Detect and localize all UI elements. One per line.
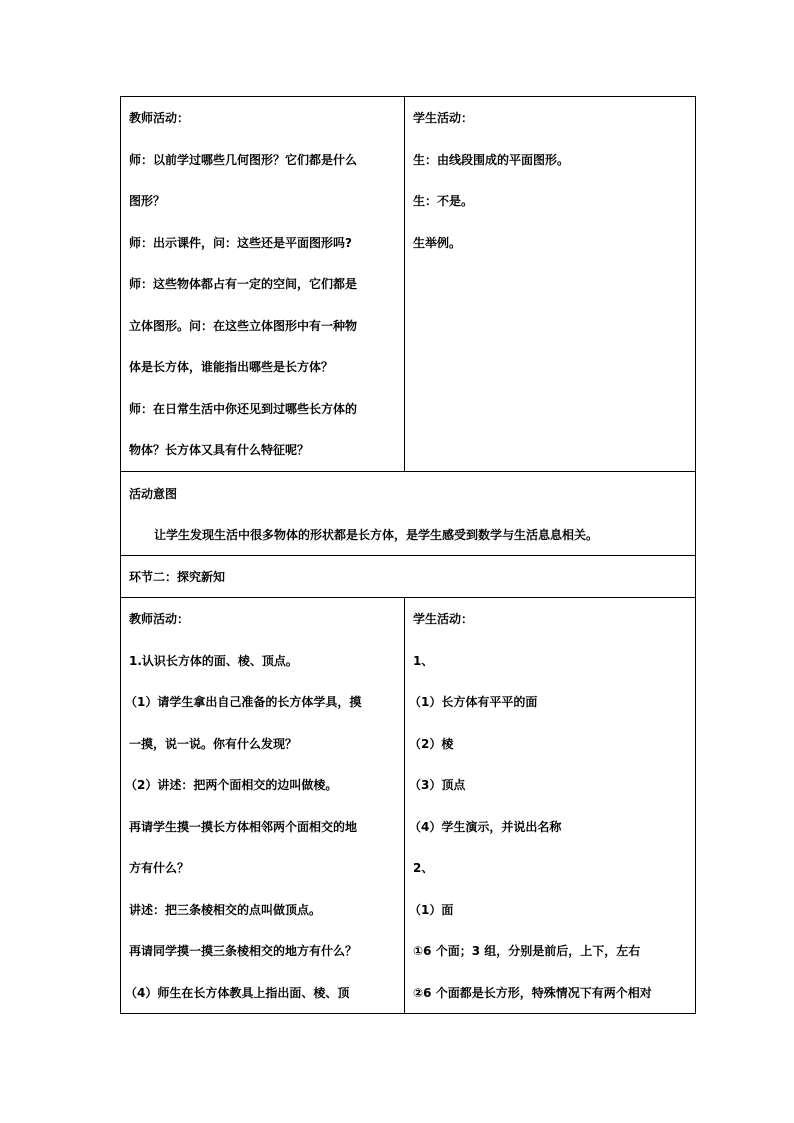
student-line: 生：不是。 bbox=[413, 194, 474, 208]
student-line: （3）顶点 bbox=[409, 778, 466, 792]
teacher-line: 物体？长方体又具有什么特征呢？ bbox=[129, 443, 310, 457]
teacher-line: 1.认识长方体的面、棱、顶点。 bbox=[129, 654, 298, 668]
student-activity-heading: 学生活动： bbox=[413, 111, 474, 125]
student-activity-heading: 学生活动： bbox=[413, 612, 474, 626]
table-border-right bbox=[695, 96, 696, 1014]
student-line: （1）长方体有平平的面 bbox=[409, 695, 538, 709]
teacher-line: 图形？ bbox=[129, 194, 166, 208]
teacher-line: 师：以前学过哪些几何图形？它们都是什么 bbox=[129, 153, 358, 167]
teacher-line: 师：这些物体都占有一定的空间，它们都是 bbox=[129, 277, 358, 291]
table-border-left bbox=[120, 96, 121, 1014]
teacher-line: 讲述：把三条棱相交的点叫做顶点。 bbox=[129, 903, 322, 917]
teacher-line: 一摸，说一说。你有什么发现？ bbox=[129, 737, 298, 751]
student-line: （2）棱 bbox=[409, 737, 454, 751]
student-line: 2、 bbox=[413, 861, 434, 875]
activity-intent-text: 让学生发现生活中很多物体的形状都是长方体，是学生感受到数学与生活息息相关。 bbox=[154, 528, 599, 542]
table-border-top bbox=[120, 96, 696, 97]
teacher-activity-heading: 教师活动： bbox=[129, 111, 190, 125]
column-divider-2 bbox=[404, 597, 405, 1014]
table-divider-1 bbox=[120, 471, 696, 472]
table-border-bottom bbox=[120, 1013, 696, 1014]
student-line: ①6 个面；3 组，分别是前后，上下，左右 bbox=[413, 944, 641, 958]
teacher-line: （1）请学生拿出自己准备的长方体学具，摸 bbox=[125, 695, 362, 709]
activity-intent-heading: 活动意图 bbox=[129, 487, 178, 501]
student-line: （1）面 bbox=[409, 903, 454, 917]
teacher-line: 师：出示课件，问：这些还是平面图形吗? bbox=[129, 236, 352, 250]
column-divider-1 bbox=[404, 96, 405, 472]
table-divider-3 bbox=[120, 597, 696, 598]
student-line: 生：由线段围成的平面图形。 bbox=[413, 153, 570, 167]
student-line: 1、 bbox=[413, 654, 434, 668]
teacher-line: 再请学生摸一摸长方体相邻两个面相交的地 bbox=[129, 820, 358, 834]
teacher-line: 方有什么？ bbox=[129, 861, 190, 875]
teacher-line: 再请同学摸一摸三条棱相交的地方有什么？ bbox=[129, 944, 358, 958]
stage-title: 环节二：探究新知 bbox=[129, 570, 226, 584]
teacher-line: 立体图形。问：在这些立体图形中有一种物 bbox=[129, 319, 358, 333]
teacher-activity-heading: 教师活动： bbox=[129, 612, 190, 626]
teacher-line: （4）师生在长方体教具上指出面、棱、顶 bbox=[125, 986, 350, 1000]
teacher-line: （2）讲述：把两个面相交的边叫做棱。 bbox=[125, 778, 338, 792]
teacher-line: 师：在日常生活中你还见到过哪些长方体的 bbox=[129, 402, 358, 416]
teacher-line: 体是长方体，谁能指出哪些是长方体？ bbox=[129, 360, 334, 374]
student-line: ②6 个面都是长方形，特殊情况下有两个相对 bbox=[413, 986, 652, 1000]
student-line: 生举例。 bbox=[413, 236, 462, 250]
student-line: （4）学生演示，并说出名称 bbox=[409, 820, 562, 834]
table-divider-2 bbox=[120, 555, 696, 556]
